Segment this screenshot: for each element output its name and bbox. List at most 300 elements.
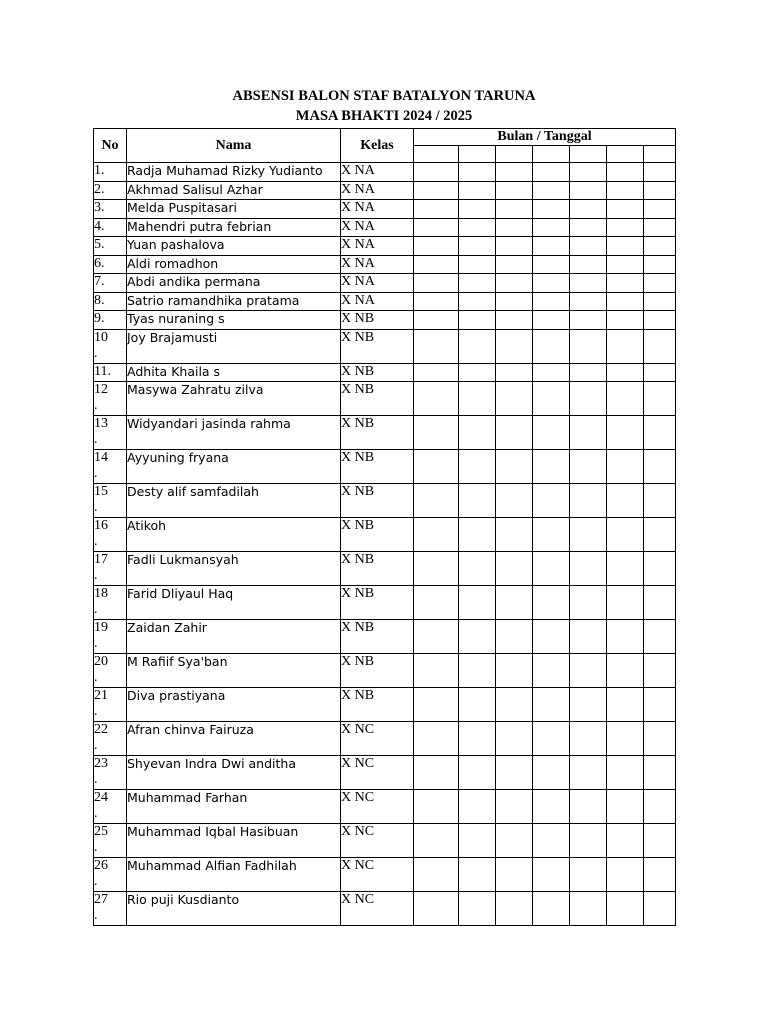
student-name: Muhammad Farhan <box>127 790 341 824</box>
attendance-cell <box>414 274 459 293</box>
student-name: Aldi romadhon <box>127 255 341 274</box>
attendance-cell <box>496 382 533 416</box>
attendance-cell <box>570 858 607 892</box>
attendance-cell <box>607 450 644 484</box>
attendance-cell <box>570 892 607 926</box>
row-number: 25 . <box>94 824 127 858</box>
student-class: X NB <box>341 654 414 688</box>
attendance-cell <box>607 218 644 237</box>
attendance-cell <box>644 416 676 450</box>
row-number: 22 . <box>94 722 127 756</box>
student-name: Atikoh <box>127 518 341 552</box>
table-row <box>94 858 676 892</box>
attendance-cell <box>570 756 607 790</box>
row-number: 12 . <box>94 382 127 416</box>
student-class: X NB <box>341 382 414 416</box>
attendance-cell <box>570 790 607 824</box>
attendance-cell <box>607 329 644 363</box>
student-class: X NA <box>341 237 414 256</box>
student-class: X NA <box>341 255 414 274</box>
attendance-cell <box>459 329 496 363</box>
student-name: Muhammad Alfian Fadhilah <box>127 858 341 892</box>
attendance-cell <box>414 218 459 237</box>
attendance-cell <box>414 416 459 450</box>
attendance-cell <box>496 586 533 620</box>
attendance-cell <box>533 722 570 756</box>
student-name: Tyas nuraning s <box>127 311 341 330</box>
attendance-cell <box>459 237 496 256</box>
attendance-cell <box>496 311 533 330</box>
row-number: 1. <box>94 163 127 182</box>
table-row <box>94 654 676 688</box>
attendance-cell <box>644 292 676 311</box>
student-name: Joy Brajamusti <box>127 329 341 363</box>
header-nama: Nama <box>127 129 341 163</box>
attendance-cell <box>607 200 644 219</box>
attendance-cell <box>607 255 644 274</box>
attendance-cell <box>533 237 570 256</box>
row-number: 13 . <box>94 416 127 450</box>
attendance-cell <box>644 329 676 363</box>
attendance-cell <box>607 552 644 586</box>
row-number: 7. <box>94 274 127 293</box>
attendance-cell <box>459 824 496 858</box>
attendance-cell <box>533 416 570 450</box>
attendance-cell <box>496 756 533 790</box>
table-row <box>94 329 676 363</box>
attendance-cell <box>570 218 607 237</box>
student-class: X NC <box>341 756 414 790</box>
student-name: Afran chinva Fairuza <box>127 722 341 756</box>
attendance-cell <box>644 237 676 256</box>
student-class: X NC <box>341 892 414 926</box>
attendance-cell <box>644 586 676 620</box>
attendance-cell <box>414 200 459 219</box>
attendance-cell <box>414 237 459 256</box>
row-number: 9. <box>94 311 127 330</box>
attendance-cell <box>607 292 644 311</box>
student-name: Farid Dliyaul Haq <box>127 586 341 620</box>
attendance-cell <box>607 311 644 330</box>
attendance-cell <box>533 620 570 654</box>
student-class: X NA <box>341 163 414 182</box>
row-number: 20 . <box>94 654 127 688</box>
attendance-cell <box>570 586 607 620</box>
attendance-cell <box>644 858 676 892</box>
row-number: 24 . <box>94 790 127 824</box>
attendance-cell <box>607 484 644 518</box>
date-column-header <box>644 146 676 163</box>
attendance-cell <box>570 688 607 722</box>
attendance-cell <box>607 722 644 756</box>
attendance-cell <box>607 274 644 293</box>
document-subtitle: MASA BHAKTI 2024 / 2025 <box>295 108 473 124</box>
student-class: X NB <box>341 484 414 518</box>
student-name: Widyandari jasinda rahma <box>127 416 341 450</box>
student-class: X NA <box>341 292 414 311</box>
table-row <box>94 892 676 926</box>
student-name: Zaidan Zahir <box>127 620 341 654</box>
student-name: M Rafiif Sya'ban <box>127 654 341 688</box>
attendance-cell <box>533 292 570 311</box>
row-number: 5. <box>94 237 127 256</box>
student-name: Satrio ramandhika pratama <box>127 292 341 311</box>
student-name: Mahendri putra febrian <box>127 218 341 237</box>
attendance-cell <box>414 790 459 824</box>
attendance-cell <box>570 518 607 552</box>
attendance-cell <box>533 552 570 586</box>
attendance-cell <box>496 858 533 892</box>
attendance-cell <box>496 484 533 518</box>
table-row <box>94 484 676 518</box>
attendance-cell <box>607 688 644 722</box>
student-class: X NC <box>341 790 414 824</box>
attendance-cell <box>459 311 496 330</box>
attendance-cell <box>496 654 533 688</box>
student-class: X NC <box>341 858 414 892</box>
attendance-cell <box>496 688 533 722</box>
attendance-cell <box>496 790 533 824</box>
row-number: 11. <box>94 363 127 382</box>
attendance-cell <box>570 552 607 586</box>
student-class: X NA <box>341 181 414 200</box>
attendance-cell <box>414 892 459 926</box>
row-number: 26 . <box>94 858 127 892</box>
header-kelas: Kelas <box>341 129 414 163</box>
attendance-cell <box>533 824 570 858</box>
attendance-cell <box>570 722 607 756</box>
attendance-cell <box>459 518 496 552</box>
date-column-header <box>607 146 644 163</box>
attendance-cell <box>414 858 459 892</box>
attendance-cell <box>414 163 459 182</box>
attendance-cell <box>644 382 676 416</box>
row-number: 14 . <box>94 450 127 484</box>
date-column-header <box>414 146 459 163</box>
attendance-cell <box>607 181 644 200</box>
attendance-cell <box>533 450 570 484</box>
attendance-cell <box>607 163 644 182</box>
attendance-cell <box>607 858 644 892</box>
attendance-cell <box>496 824 533 858</box>
attendance-cell <box>607 892 644 926</box>
attendance-cell <box>459 620 496 654</box>
attendance-cell <box>459 255 496 274</box>
attendance-cell <box>607 824 644 858</box>
attendance-cell <box>496 181 533 200</box>
header-no: No <box>94 129 127 163</box>
attendance-cell <box>644 450 676 484</box>
attendance-cell <box>533 586 570 620</box>
document-title: ABSENSI BALON STAF BATALYON TARUNA <box>232 88 536 104</box>
student-class: X NB <box>341 586 414 620</box>
attendance-cell <box>496 329 533 363</box>
table-row <box>94 824 676 858</box>
attendance-cell <box>496 274 533 293</box>
table-row <box>94 688 676 722</box>
table-row <box>94 218 676 237</box>
student-class: X NC <box>341 722 414 756</box>
attendance-cell <box>644 484 676 518</box>
student-name: Muhammad Iqbal Hasibuan <box>127 824 341 858</box>
attendance-cell <box>644 552 676 586</box>
attendance-cell <box>496 450 533 484</box>
attendance-cell <box>644 518 676 552</box>
row-number: 17 . <box>94 552 127 586</box>
attendance-cell <box>459 722 496 756</box>
student-class: X NB <box>341 329 414 363</box>
date-column-header <box>496 146 533 163</box>
attendance-cell <box>533 484 570 518</box>
attendance-cell <box>459 858 496 892</box>
attendance-cell <box>459 382 496 416</box>
attendance-cell <box>496 416 533 450</box>
attendance-cell <box>496 218 533 237</box>
attendance-cell <box>496 163 533 182</box>
attendance-cell <box>459 484 496 518</box>
table-row <box>94 586 676 620</box>
attendance-cell <box>570 329 607 363</box>
attendance-cell <box>496 363 533 382</box>
attendance-cell <box>414 363 459 382</box>
attendance-cell <box>414 329 459 363</box>
row-number: 21 . <box>94 688 127 722</box>
attendance-cell <box>644 200 676 219</box>
attendance-table <box>93 128 676 926</box>
attendance-cell <box>414 450 459 484</box>
attendance-cell <box>459 756 496 790</box>
student-class: X NC <box>341 824 414 858</box>
table-row <box>94 450 676 484</box>
attendance-cell <box>459 363 496 382</box>
attendance-cell <box>414 620 459 654</box>
row-number: 8. <box>94 292 127 311</box>
attendance-cell <box>459 181 496 200</box>
attendance-cell <box>533 688 570 722</box>
attendance-cell <box>459 450 496 484</box>
attendance-cell <box>459 163 496 182</box>
attendance-cell <box>570 824 607 858</box>
attendance-cell <box>533 363 570 382</box>
table-row <box>94 518 676 552</box>
row-number: 16 . <box>94 518 127 552</box>
attendance-cell <box>533 200 570 219</box>
attendance-cell <box>570 274 607 293</box>
table-row <box>94 311 676 330</box>
attendance-cell <box>644 790 676 824</box>
attendance-cell <box>459 586 496 620</box>
attendance-cell <box>644 181 676 200</box>
attendance-cell <box>459 200 496 219</box>
table-row <box>94 620 676 654</box>
student-name: Akhmad Salisul Azhar <box>127 181 341 200</box>
table-row <box>94 756 676 790</box>
date-column-header <box>570 146 607 163</box>
attendance-cell <box>496 892 533 926</box>
attendance-cell <box>644 311 676 330</box>
student-name: Desty alif samfadilah <box>127 484 341 518</box>
attendance-cell <box>414 688 459 722</box>
attendance-cell <box>570 181 607 200</box>
student-class: X NB <box>341 518 414 552</box>
student-name: Rio puji Kusdianto <box>127 892 341 926</box>
row-number: 18 . <box>94 586 127 620</box>
attendance-cell <box>570 292 607 311</box>
attendance-cell <box>644 274 676 293</box>
attendance-cell <box>533 654 570 688</box>
attendance-cell <box>533 756 570 790</box>
attendance-cell <box>533 329 570 363</box>
student-class: X NA <box>341 274 414 293</box>
date-column-header <box>459 146 496 163</box>
student-class: X NB <box>341 688 414 722</box>
table-row <box>94 790 676 824</box>
table-row <box>94 382 676 416</box>
student-class: X NA <box>341 218 414 237</box>
attendance-cell <box>496 237 533 256</box>
attendance-cell <box>496 722 533 756</box>
row-number: 6. <box>94 255 127 274</box>
attendance-cell <box>414 654 459 688</box>
header-bulan-tanggal: Bulan / Tanggal <box>414 129 676 146</box>
attendance-cell <box>496 292 533 311</box>
row-number: 27 . <box>94 892 127 926</box>
attendance-cell <box>414 518 459 552</box>
attendance-cell <box>459 218 496 237</box>
attendance-cell <box>414 824 459 858</box>
attendance-cell <box>533 892 570 926</box>
attendance-cell <box>414 181 459 200</box>
attendance-cell <box>570 382 607 416</box>
row-number: 23 . <box>94 756 127 790</box>
table-row <box>94 181 676 200</box>
attendance-cell <box>533 382 570 416</box>
table-row <box>94 200 676 219</box>
attendance-cell <box>459 292 496 311</box>
table-row <box>94 237 676 256</box>
attendance-cell <box>644 218 676 237</box>
attendance-cell <box>533 311 570 330</box>
attendance-cell <box>607 790 644 824</box>
attendance-cell <box>570 450 607 484</box>
attendance-cell <box>533 274 570 293</box>
attendance-cell <box>533 858 570 892</box>
row-number: 10 . <box>94 329 127 363</box>
student-class: X NB <box>341 311 414 330</box>
attendance-cell <box>459 654 496 688</box>
attendance-cell <box>607 620 644 654</box>
student-name: Yuan pashalova <box>127 237 341 256</box>
attendance-cell <box>607 416 644 450</box>
attendance-cell <box>644 688 676 722</box>
attendance-cell <box>414 722 459 756</box>
attendance-cell <box>533 255 570 274</box>
student-name: Adhita Khaila s <box>127 363 341 382</box>
attendance-cell <box>607 654 644 688</box>
attendance-cell <box>570 363 607 382</box>
attendance-cell <box>496 552 533 586</box>
student-class: X NB <box>341 416 414 450</box>
attendance-cell <box>570 654 607 688</box>
attendance-cell <box>533 181 570 200</box>
table-row <box>94 163 676 182</box>
attendance-cell <box>644 620 676 654</box>
student-name: Masywa Zahratu zilva <box>127 382 341 416</box>
table-row <box>94 363 676 382</box>
attendance-cell <box>414 382 459 416</box>
row-number: 15 . <box>94 484 127 518</box>
attendance-cell <box>459 790 496 824</box>
attendance-cell <box>644 255 676 274</box>
attendance-cell <box>644 363 676 382</box>
attendance-cell <box>414 311 459 330</box>
attendance-cell <box>607 518 644 552</box>
attendance-cell <box>414 484 459 518</box>
table-row <box>94 255 676 274</box>
attendance-cell <box>414 756 459 790</box>
attendance-cell <box>570 163 607 182</box>
student-name: Fadli Lukmansyah <box>127 552 341 586</box>
attendance-cell <box>644 824 676 858</box>
attendance-cell <box>459 892 496 926</box>
attendance-cell <box>414 586 459 620</box>
attendance-cell <box>459 688 496 722</box>
attendance-cell <box>644 892 676 926</box>
attendance-cell <box>644 722 676 756</box>
attendance-cell <box>570 620 607 654</box>
student-class: X NA <box>341 200 414 219</box>
student-name: Diva prastiyana <box>127 688 341 722</box>
attendance-cell <box>533 790 570 824</box>
attendance-cell <box>607 237 644 256</box>
attendance-cell <box>496 620 533 654</box>
attendance-cell <box>570 311 607 330</box>
attendance-cell <box>570 237 607 256</box>
attendance-cell <box>459 274 496 293</box>
attendance-cell <box>496 518 533 552</box>
student-name: Radja Muhamad Rizky Yudianto <box>127 163 341 182</box>
row-number: 2. <box>94 181 127 200</box>
attendance-cell <box>607 382 644 416</box>
attendance-cell <box>496 200 533 219</box>
table-row <box>94 416 676 450</box>
attendance-cell <box>459 552 496 586</box>
row-number: 4. <box>94 218 127 237</box>
student-class: X NB <box>341 552 414 586</box>
row-number: 3. <box>94 200 127 219</box>
student-name: Shyevan Indra Dwi anditha <box>127 756 341 790</box>
attendance-cell <box>644 756 676 790</box>
table-row <box>94 722 676 756</box>
attendance-cell <box>644 163 676 182</box>
attendance-cell <box>607 363 644 382</box>
attendance-cell <box>459 416 496 450</box>
table-row <box>94 552 676 586</box>
attendance-cell <box>533 218 570 237</box>
attendance-cell <box>496 255 533 274</box>
attendance-cell <box>570 200 607 219</box>
student-name: Ayyuning fryana <box>127 450 341 484</box>
attendance-cell <box>607 586 644 620</box>
attendance-cell <box>414 292 459 311</box>
attendance-cell <box>570 255 607 274</box>
date-column-header <box>533 146 570 163</box>
student-name: Abdi andika permana <box>127 274 341 293</box>
student-class: X NB <box>341 620 414 654</box>
student-class: X NB <box>341 363 414 382</box>
student-name: Melda Puspitasari <box>127 200 341 219</box>
attendance-cell <box>644 654 676 688</box>
